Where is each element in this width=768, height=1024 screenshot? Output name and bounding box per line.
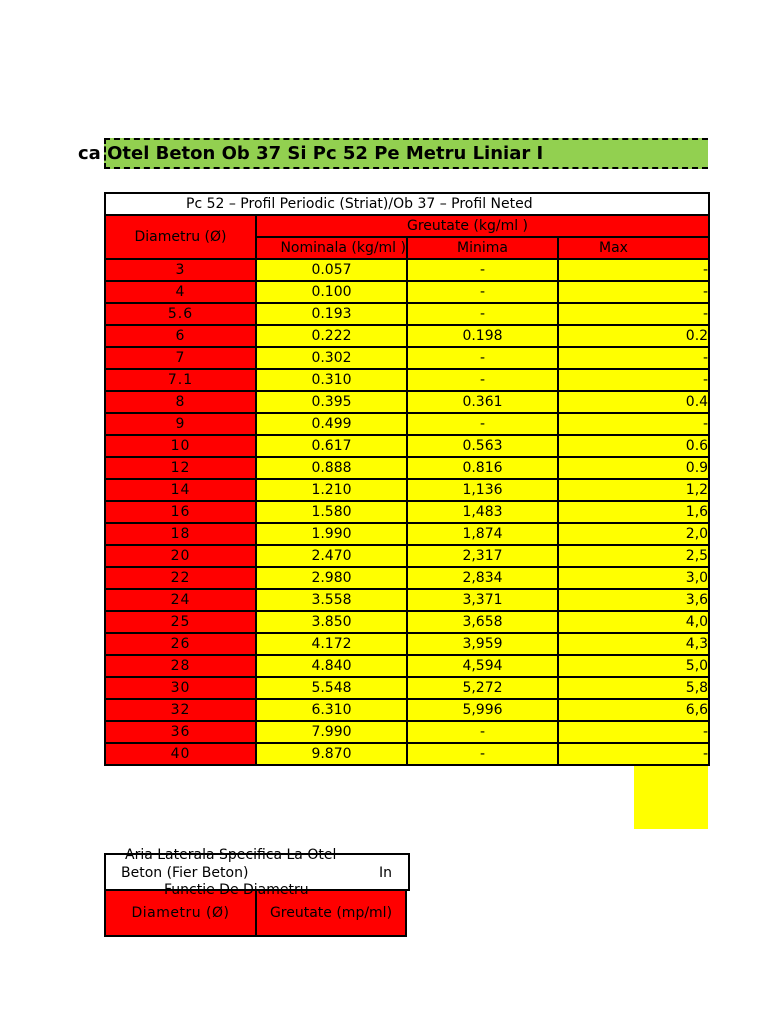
area-header-diameter: Diametru (Ø) [104,889,257,937]
table-row [105,523,709,545]
nominal-cell: 5.548 [256,677,407,699]
maximum-cell: 3,0 [558,567,709,589]
minimum-cell: 0.816 [407,457,558,479]
table-row [105,325,709,347]
table-row [105,501,709,523]
maximum-cell: 1,2 [558,479,709,501]
minimum-cell: - [407,721,558,743]
minimum-cell: 1,136 [407,479,558,501]
diameter-cell: 7.1 [105,369,256,391]
table-row [105,413,709,435]
nominal-cell: 0.193 [256,303,407,325]
table-row [105,567,709,589]
maximum-cell: 4,0 [558,611,709,633]
diameter-cell: 18 [105,523,256,545]
diameter-cell: 40 [105,743,256,765]
nominal-cell: 1.210 [256,479,407,501]
maximum-cell: 2,0 [558,523,709,545]
table-row [105,589,709,611]
diameter-cell: 4 [105,281,256,303]
header-minimum: Minima [407,237,558,259]
minimum-cell: 5,996 [407,699,558,721]
diameter-cell: 24 [105,589,256,611]
maximum-cell: - [558,303,709,325]
minimum-cell: 4,594 [407,655,558,677]
diameter-cell: 26 [105,633,256,655]
diameter-cell: 10 [105,435,256,457]
table-row [105,545,709,567]
minimum-cell: 5,272 [407,677,558,699]
weight-table-container [104,192,709,766]
diameter-cell: 28 [105,655,256,677]
table-body [105,259,709,765]
table-row [105,677,709,699]
minimum-cell: 0.198 [407,325,558,347]
maximum-cell: 4,3 [558,633,709,655]
minimum-cell: 3,658 [407,611,558,633]
minimum-cell: 0.563 [407,435,558,457]
minimum-cell: 1,483 [407,501,558,523]
caption-line-2: Beton (Fier Beton) [121,865,249,881]
maximum-cell: 1,6 [558,501,709,523]
table-row [105,347,709,369]
nominal-cell: 1.990 [256,523,407,545]
minimum-cell: 0.361 [407,391,558,413]
nominal-cell: 3.558 [256,589,407,611]
table-row [105,281,709,303]
diameter-cell: 8 [105,391,256,413]
nominal-cell: 0.302 [256,347,407,369]
maximum-cell: - [558,347,709,369]
minimum-cell: - [407,303,558,325]
diameter-cell: 7 [105,347,256,369]
maximum-cell: - [558,369,709,391]
weight-table [104,192,710,766]
area-table-caption [104,847,410,898]
table-row [105,391,709,413]
nominal-cell: 2.980 [256,567,407,589]
nominal-cell: 4.840 [256,655,407,677]
table-row [105,655,709,677]
diameter-cell: 30 [105,677,256,699]
diameter-cell: 32 [105,699,256,721]
nominal-cell: 1.580 [256,501,407,523]
caption-line-1: Aria Laterala Specifica La Otel [125,847,337,863]
nominal-cell: 3.850 [256,611,407,633]
maximum-cell: 5,0 [558,655,709,677]
nominal-cell: 7.990 [256,721,407,743]
table-caption: Pc 52 – Profil Periodic (Striat)/Ob 37 – Profil Neted [105,193,709,215]
maximum-cell: 0.6 [558,435,709,457]
area-table [104,847,410,937]
diameter-cell: 12 [105,457,256,479]
nominal-cell: 0.617 [256,435,407,457]
maximum-cell: - [558,281,709,303]
table-row [105,435,709,457]
nominal-cell: 0.100 [256,281,407,303]
area-header-weight: Greutate (mp/ml) [255,889,407,937]
nominal-cell: 9.870 [256,743,407,765]
diameter-cell: 5.6 [105,303,256,325]
maximum-cell: 0.4 [558,391,709,413]
minimum-cell: 1,874 [407,523,558,545]
caption-line-3: Functie De Diametru [164,882,309,898]
diameter-cell: 6 [105,325,256,347]
sheet-title: ca Otel Beton Ob 37 Si Pc 52 Pe Metru Liniar I [78,143,544,164]
table-row [105,369,709,391]
header-maximum: Max [558,237,709,259]
table-row [105,721,709,743]
minimum-cell: - [407,281,558,303]
nominal-cell: 0.395 [256,391,407,413]
minimum-cell: 2,317 [407,545,558,567]
maximum-cell: 0.2 [558,325,709,347]
table-row [105,611,709,633]
diameter-cell: 9 [105,413,256,435]
header-nominal: Nominala (kg/ml ) [256,237,407,259]
diameter-cell: 25 [105,611,256,633]
sheet-title-bar [78,138,708,169]
maximum-cell: - [558,721,709,743]
table-row [105,479,709,501]
minimum-cell: 2,834 [407,567,558,589]
header-weight-group: Greutate (kg/ml ) [256,215,709,237]
nominal-cell: 0.057 [256,259,407,281]
table-row [105,457,709,479]
nominal-cell: 4.172 [256,633,407,655]
diameter-cell: 3 [105,259,256,281]
maximum-cell: 0.9 [558,457,709,479]
maximum-cell: 5,8 [558,677,709,699]
maximum-cell: 6,6 [558,699,709,721]
header-diameter: Diametru (Ø) [105,215,256,259]
nominal-cell: 0.310 [256,369,407,391]
diameter-cell: 16 [105,501,256,523]
maximum-cell: - [558,259,709,281]
minimum-cell: - [407,413,558,435]
minimum-cell: - [407,259,558,281]
minimum-cell: 3,959 [407,633,558,655]
table-row [105,699,709,721]
minimum-cell: - [407,743,558,765]
nominal-cell: 6.310 [256,699,407,721]
nominal-cell: 0.222 [256,325,407,347]
maximum-cell: 3,6 [558,589,709,611]
maximum-cell: - [558,743,709,765]
nominal-cell: 0.499 [256,413,407,435]
diameter-cell: 36 [105,721,256,743]
minimum-cell: - [407,347,558,369]
table-row [105,633,709,655]
nominal-cell: 2.470 [256,545,407,567]
table-row [105,259,709,281]
minimum-cell: - [407,369,558,391]
table-row [105,303,709,325]
diameter-cell: 22 [105,567,256,589]
diameter-cell: 20 [105,545,256,567]
maximum-cell: - [558,413,709,435]
maximum-cell: 2,5 [558,545,709,567]
nominal-cell: 0.888 [256,457,407,479]
diameter-cell: 14 [105,479,256,501]
minimum-cell: 3,371 [407,589,558,611]
table-row [105,743,709,765]
caption-line-2-end: In [378,865,392,881]
